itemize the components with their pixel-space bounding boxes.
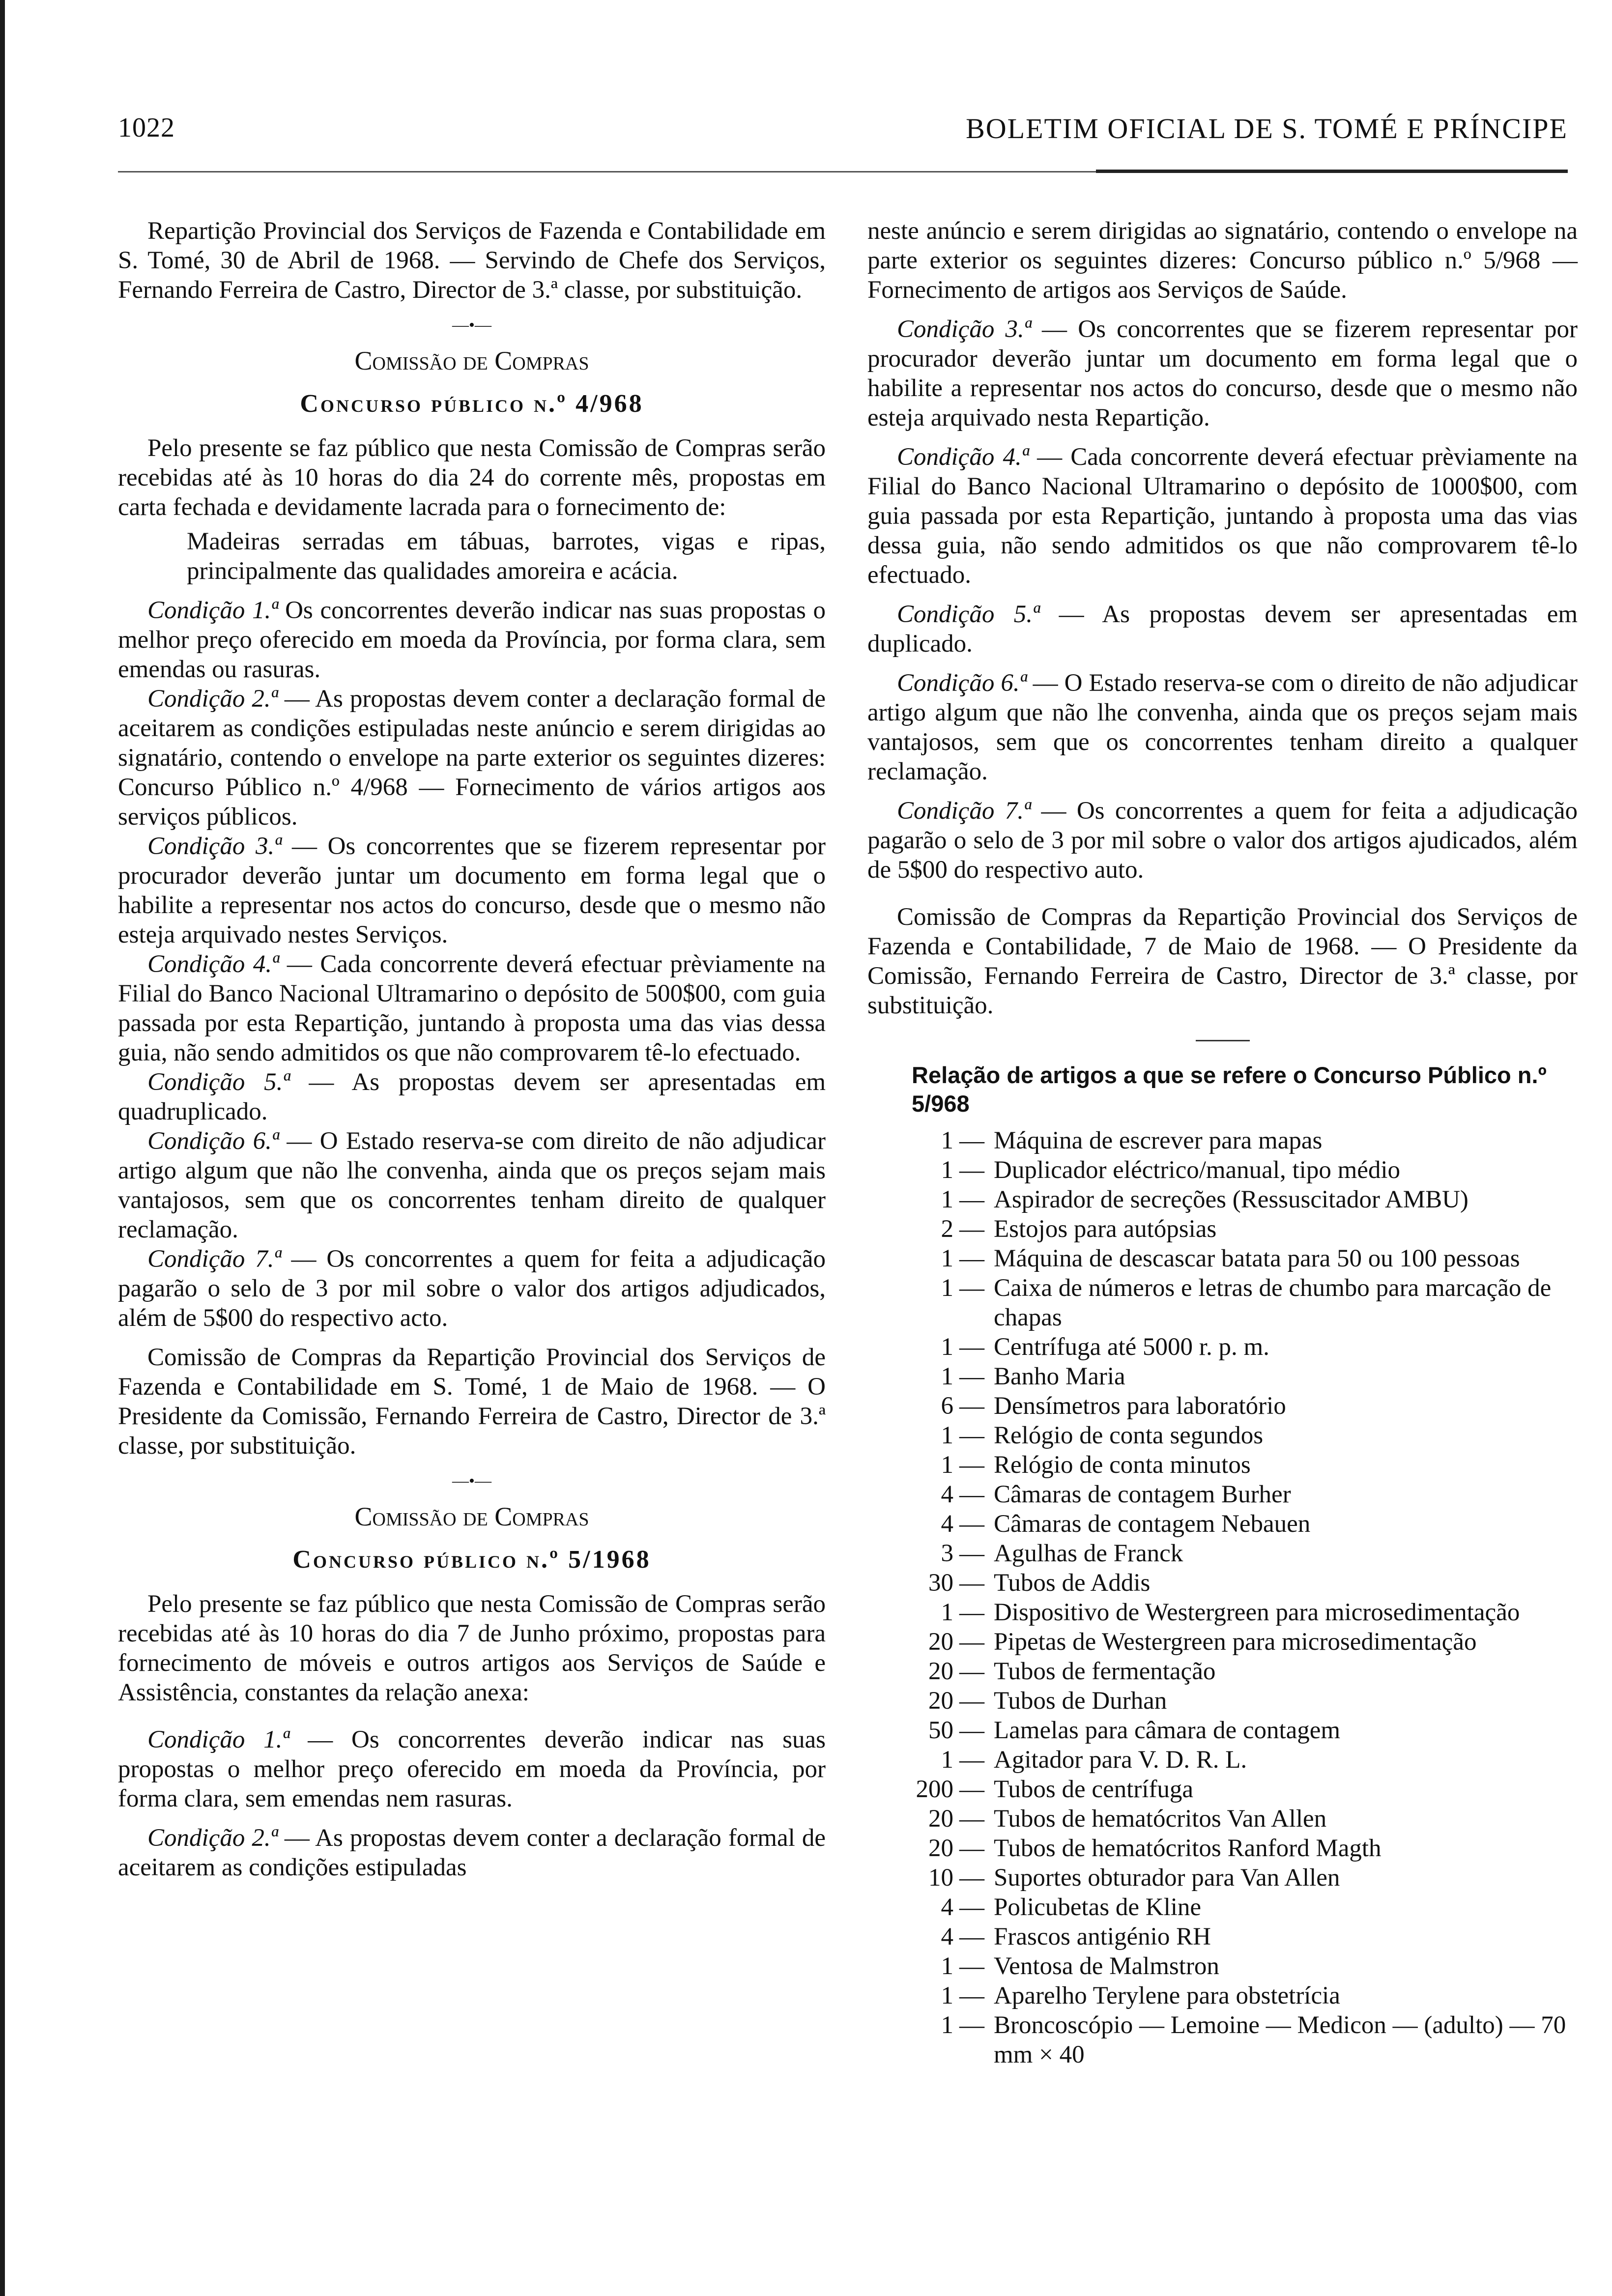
item-quantity: 1 (941, 1274, 953, 1302)
list-item (867, 1863, 1578, 1893)
item-description: Tubos de centrífuga (994, 1776, 1194, 1803)
condition-text: — Os concorrentes a quem for feita a adjudicação pagarão o selo de 3 por mil sobre o valor dos artigos adjudicados, além de 5$00 do respectivo acto. (118, 1245, 826, 1332)
item-dash: — (959, 1864, 984, 1892)
list-item (867, 1775, 1578, 1804)
condition-label: Condição 2.ª (147, 685, 278, 713)
left-column (118, 216, 826, 1882)
item-dash: — (959, 1923, 984, 1951)
item-quantity: 1 (941, 1982, 953, 2009)
item-dash: — (959, 1658, 984, 1685)
condition-text: — Os concorrentes que se fizerem representar por procurador deverão juntar um documento em forma legal que o habilite a representar nos actos do concurso, desde que o mesmo não esteja arquivado nesta Repartição. (867, 316, 1578, 431)
item-description: Aspirador de secreções (Ressuscitador AMBU) (994, 1186, 1468, 1213)
item-description: Centrífuga até 5000 r. p. m. (994, 1333, 1269, 1361)
condition-paragraph (118, 684, 826, 832)
condition-paragraph (867, 796, 1578, 885)
item-description: Densímetros para laboratório (994, 1392, 1286, 1420)
condition-text: — As propostas devem conter a declaração formal de aceitarem as condições estipuladas neste anúncio e serem dirigidas ao signatário, contendo o envelope na parte exterior os seguintes dizeres: Concurso Público n.º 4/968 — Fornecimento de vários artigos aos serviços públicos. (118, 685, 826, 831)
item-dash: — (959, 1805, 984, 1833)
item-dash: — (959, 1982, 984, 2009)
condition-label: Condição 1.ª (147, 597, 278, 624)
running-title: BOLETIM OFICIAL DE S. TOMÉ E PRÍNCIPE (966, 113, 1568, 144)
condition-label: Condição 5.ª (147, 1068, 290, 1096)
list-item (867, 1627, 1578, 1657)
item-quantity: 1 (941, 1952, 953, 1980)
item-description: Dispositivo de Westergreen para microsedimentação (994, 1599, 1520, 1626)
item-dash: — (959, 1363, 984, 1390)
item-dash: — (959, 1481, 984, 1508)
item-description: Broncoscópio — Lemoine — Medicon — (adulto) — 70 mm × 40 (994, 2011, 1566, 2068)
item-description: Agulhas de Franck (994, 1540, 1183, 1567)
condition-paragraph (118, 1244, 826, 1333)
item-quantity: 4 (941, 1481, 953, 1508)
list-item (867, 1686, 1578, 1716)
item-dash: — (959, 1952, 984, 1980)
condition-text: — As propostas devem ser apresentadas em duplicado. (867, 601, 1578, 658)
list-item (867, 1568, 1578, 1598)
item-dash: — (959, 1156, 984, 1184)
list-item (867, 1834, 1578, 1863)
item-dash: — (959, 1392, 984, 1420)
page-number: 1022 (118, 113, 175, 143)
item-description: Estojos para autópsias (994, 1215, 1217, 1243)
list-item (867, 1922, 1578, 1952)
item-quantity: 200 (916, 1776, 953, 1803)
item-dash: — (959, 1127, 984, 1154)
list-item (867, 1155, 1578, 1185)
list-item (867, 1804, 1578, 1834)
item-quantity: 1 (941, 1127, 953, 1154)
condition-paragraph (118, 949, 826, 1067)
item-dash: — (959, 1333, 984, 1361)
list-item (867, 1450, 1578, 1480)
items-list (867, 1126, 1578, 2069)
condition-paragraph (118, 596, 826, 684)
condition-paragraph (867, 315, 1578, 432)
item-quantity: 20 (928, 1835, 953, 1862)
condition-paragraph (118, 1067, 826, 1126)
item-dash: — (959, 1894, 984, 1921)
header-rule-thick (1096, 170, 1568, 173)
section-heading: Comissão de Compras (354, 346, 589, 375)
item-quantity: 1 (941, 1333, 953, 1361)
item-quantity: 1 (941, 1245, 953, 1272)
item-description: Frascos antigénio RH (994, 1923, 1211, 1951)
list-item (867, 1745, 1578, 1775)
item-dash: — (959, 1776, 984, 1803)
item-description: Policubetas de Kline (994, 1894, 1202, 1921)
item-dash: — (959, 1717, 984, 1744)
list-item (867, 1391, 1578, 1421)
item-quantity: 3 (941, 1540, 953, 1567)
item-description: Tubos de hematócritos Van Allen (994, 1805, 1327, 1833)
item-quantity: 1 (941, 1599, 953, 1626)
condition-text: — As propostas devem ser apresentadas em quadruplicado. (118, 1068, 826, 1125)
list-item (867, 1981, 1578, 2010)
item-description: Tubos de Addis (994, 1569, 1151, 1597)
item-dash: — (959, 2011, 984, 2039)
condition-text: — O Estado reserva-se com o direito de não adjudicar artigo algum que não lhe convenha, ainda que os preços sejam mais vantajosos, sem que os concorrentes tenham direito a qualquer reclamação. (867, 669, 1578, 785)
item-quantity: 6 (941, 1392, 953, 1420)
list-item (867, 1421, 1578, 1450)
condition-text: — Cada concorrente deverá efectuar prèviamente na Filial do Banco Nacional Ultramarino o depósito de 1000$00, com guia passada por esta Repartição, juntando à proposta uma das vias dessa guia, não sendo admitidos os que não comprovarem tê-lo efectuado. (867, 443, 1578, 589)
item-description: Caixa de números e letras de chumbo para marcação de chapas (994, 1274, 1552, 1331)
item-description: Tubos de Durhan (994, 1687, 1167, 1715)
list-item (867, 1362, 1578, 1391)
item-quantity: 1 (941, 1451, 953, 1479)
condition-paragraph (118, 1823, 826, 1882)
item-quantity: 4 (941, 1923, 953, 1951)
concurso-heading: Concurso público n.º 5/1968 (292, 1546, 651, 1574)
section-heading: Comissão de Compras (354, 1502, 589, 1531)
item-dash: — (959, 1422, 984, 1449)
condition-label: Condição 7.ª (897, 797, 1031, 825)
list-item (867, 1598, 1578, 1627)
item-description: Agitador para V. D. R. L. (994, 1746, 1247, 1774)
page-header (118, 112, 1568, 146)
separator: —•— (452, 316, 491, 334)
item-dash: — (959, 1628, 984, 1656)
condition-text: — Os concorrentes que se fizerem representar por procurador deverão juntar um documento em forma legal que o habilite a representar nos actos do concurso, desde que o mesmo não esteja arquivado nestes Serviços. (118, 832, 826, 948)
list-item (867, 1952, 1578, 1981)
list-heading: Relação de artigos a que se refere o Concurso Público n.º 5/968 (912, 1062, 1547, 1117)
item-description: Máquina de escrever para mapas (994, 1127, 1323, 1154)
right-column (867, 216, 1578, 2069)
item-description: Suportes obturador para Van Allen (994, 1864, 1340, 1892)
condition-label: Condição 5.ª (897, 601, 1040, 628)
condition-paragraph (867, 668, 1578, 786)
list-item (867, 1893, 1578, 1922)
item-description: Câmaras de contagem Nebauen (994, 1510, 1311, 1538)
list-item (867, 1273, 1578, 1332)
item-description: Ventosa de Malmstron (994, 1952, 1219, 1980)
separator-rule (1196, 1040, 1250, 1041)
item-quantity: 4 (941, 1894, 953, 1921)
item-dash: — (959, 1540, 984, 1567)
item-quantity: 30 (928, 1569, 953, 1597)
condition-text: — Cada concorrente deverá efectuar prèviamente na Filial do Banco Nacional Ultramarino o depósito de 500$00, com guia passada por esta Repartição, juntando à proposta uma das vias dessa guia, não sendo admitidos os que não comprovarem tê-lo efectuado. (118, 950, 826, 1066)
item-quantity: 1 (941, 1422, 953, 1449)
condition-label: Condição 3.ª (897, 316, 1031, 343)
item-description: Relógio de conta minutos (994, 1451, 1251, 1479)
notice-paragraph: Pelo presente se faz público que nesta Comissão de Compras serão recebidas até às 10 horas do dia 24 do corrente mês, propostas em carta fechada e devidamente lacrada para o fornecimento de: (118, 434, 826, 521)
item-description: Máquina de descascar batata para 50 ou 100 pessoas (994, 1245, 1520, 1272)
condition-paragraph (118, 1126, 826, 1244)
item-dash: — (959, 1835, 984, 1862)
condition-text: — As propostas devem conter a declaração formal de aceitarem as condições estipuladas (118, 1824, 826, 1881)
closing-paragraph: Comissão de Compras da Repartição Provincial dos Serviços de Fazenda e Contabilidade em S. Tomé, 1 de Maio de 1968. — O Presidente da Comissão, Fernando Ferreira de Castro, Director de 3.ª classe, por substituição. (118, 1344, 826, 1460)
item-description: Lamelas para câmara de contagem (994, 1717, 1341, 1744)
condition-paragraph (867, 442, 1578, 590)
item-dash: — (959, 1186, 984, 1213)
item-description: Tubos de hematócritos Ranford Magth (994, 1835, 1382, 1862)
scan-border (0, 0, 5, 2296)
item-quantity: 2 (941, 1215, 953, 1243)
item-description: Relógio de conta segundos (994, 1422, 1264, 1449)
condition-text: — Os concorrentes deverão indicar nas suas propostas o melhor preço oferecido em moeda da Província, por forma clara, sem emendas nem rasuras. (118, 1726, 826, 1812)
list-item (867, 1716, 1578, 1745)
item-dash: — (959, 1599, 984, 1626)
condition-label: Condição 4.ª (897, 443, 1029, 471)
item-quantity: 50 (928, 1717, 953, 1744)
item-description: Banho Maria (994, 1363, 1125, 1390)
list-item (867, 1657, 1578, 1686)
item-quantity: 1 (941, 1156, 953, 1184)
item-dash: — (959, 1510, 984, 1538)
item-dash: — (959, 1215, 984, 1243)
list-item (867, 2010, 1578, 2069)
condition-label: Condição 2.ª (147, 1824, 278, 1852)
condition-text: — Os concorrentes a quem for feita a adjudicação pagarão o selo de 3 por mil sobre o valor dos artigos ajudicados, além de 5$00 do respectivo auto. (867, 797, 1578, 884)
item-quantity: 4 (941, 1510, 953, 1538)
item-quantity: 1 (941, 2011, 953, 2039)
item-quantity: 1 (941, 1746, 953, 1774)
list-item (867, 1185, 1578, 1214)
list-item (867, 1214, 1578, 1244)
closing-paragraph: Comissão de Compras da Repartição Provincial dos Serviços de Fazenda e Contabilidade, 7 de Maio de 1968. — O Presidente da Comissão, Fernando Ferreira de Castro, Director de 3.ª classe, por substituição. (867, 903, 1578, 1019)
list-item (867, 1509, 1578, 1539)
list-item (867, 1244, 1578, 1273)
item-quantity: 20 (928, 1628, 953, 1656)
item-quantity: 1 (941, 1363, 953, 1390)
condition-paragraph (118, 832, 826, 949)
condition-paragraph (867, 600, 1578, 659)
concurso-heading: Concurso público n.º 4/968 (300, 390, 644, 418)
condition-label: Condição 7.ª (147, 1245, 281, 1273)
item-description: Aparelho Terylene para obstetrícia (994, 1982, 1340, 2009)
item-dash: — (959, 1687, 984, 1715)
intro-paragraph: Repartição Provincial dos Serviços de Fazenda e Contabilidade em S. Tomé, 30 de Abril de 1968. — Servindo de Chefe dos Serviços, Fernando Ferreira de Castro, Director de 3.ª classe, por substituição. (118, 217, 826, 304)
condition-label: Condição 4.ª (147, 950, 279, 978)
list-item (867, 1539, 1578, 1568)
condition-label: Condição 6.ª (147, 1127, 279, 1155)
item-dash: — (959, 1274, 984, 1302)
separator: —•— (452, 1472, 491, 1490)
item-description: Pipetas de Westergreen para microsedimentação (994, 1628, 1477, 1656)
item-description: Tubos de fermentação (994, 1658, 1216, 1685)
list-item (867, 1126, 1578, 1155)
item-quantity: 1 (941, 1186, 953, 1213)
condition-label: Condição 1.ª (147, 1726, 289, 1753)
condition-label: Condição 3.ª (147, 832, 282, 860)
item-dash: — (959, 1451, 984, 1479)
item-description: Duplicador eléctrico/manual, tipo médio (994, 1156, 1401, 1184)
notice-paragraph: Pelo presente se faz público que nesta Comissão de Compras serão recebidas até às 10 horas do dia 7 de Junho próximo, propostas para fornecimento de móveis e outros artigos aos Serviços de Saúde e Assistência, constantes da relação anexa: (118, 1590, 826, 1706)
condition-text: Os concorrentes deverão indicar nas suas propostas o melhor preço oferecido em moeda da Província, por forma clara, sem emendas ou rasuras. (118, 597, 826, 683)
item-description: Câmaras de contagem Burher (994, 1481, 1291, 1508)
item-dash: — (959, 1245, 984, 1272)
list-item (867, 1332, 1578, 1362)
continued-paragraph: neste anúncio e serem dirigidas ao signatário, contendo o envelope na parte exterior os seguintes dizeres: Concurso público n.º 5/968 — Fornecimento de artigos aos Serviços de Saúde. (867, 217, 1578, 304)
item-dash: — (959, 1746, 984, 1774)
condition-text: — O Estado reserva-se com direito de não adjudicar artigo algum que não lhe convenha, ainda que os preços sejam mais vantajosos, sem que os concorrentes tenham direito de qualquer reclamação. (118, 1127, 826, 1243)
item-quantity: 20 (928, 1805, 953, 1833)
item-dash: — (959, 1569, 984, 1597)
item-quantity: 20 (928, 1658, 953, 1685)
item-quantity: 20 (928, 1687, 953, 1715)
item-quantity: 10 (928, 1864, 953, 1892)
goods-description: Madeiras serradas em tábuas, barrotes, vigas e ripas, principalmente das qualidades amoreira e acácia. (187, 528, 826, 585)
condition-paragraph (118, 1725, 826, 1813)
list-item (867, 1480, 1578, 1509)
condition-label: Condição 6.ª (897, 669, 1027, 697)
